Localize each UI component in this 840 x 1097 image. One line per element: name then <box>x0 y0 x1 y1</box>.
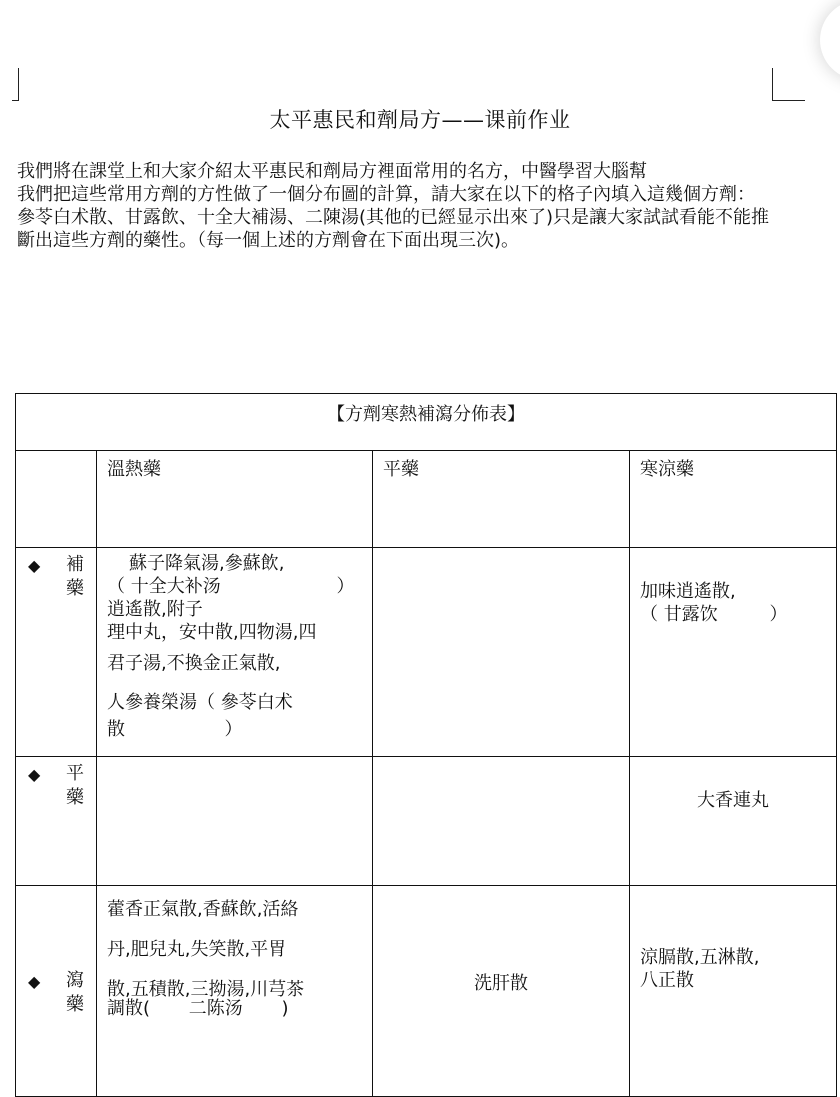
diamond-bullet-icon: ◆ <box>28 765 41 784</box>
header-warm: 溫熱藥 <box>97 451 373 548</box>
cell-flat-neutral <box>373 757 630 886</box>
cell-tonify-neutral <box>373 548 630 757</box>
answer-slot-4: 二陈汤 <box>188 998 243 1019</box>
tonify-warm-text: 人參養榮湯（ <box>107 692 215 713</box>
header-empty <box>16 451 97 548</box>
row-head-purge <box>16 886 97 1097</box>
purge-warm-line-2: 丹,肥兒丸,失笑散,平胃 <box>107 939 287 960</box>
tonify-warm-text-tail: 散 <box>107 719 125 740</box>
paren-close: ) <box>281 998 289 1019</box>
purge-cold-line-1: 涼膈散,五淋散, <box>640 947 760 968</box>
tonify-warm-line-3: 逍遙散,附子 <box>107 599 203 620</box>
distribution-table <box>15 393 837 1097</box>
diamond-bullet-icon: ◆ <box>28 972 41 991</box>
answer-slot-2: 參苓白术 <box>220 692 293 713</box>
tonify-warm-line-7 <box>107 718 362 741</box>
cell-purge-warm <box>97 886 373 1097</box>
intro-paragraph-1: 我們將在課堂上和大家介紹太平惠民和劑局方裡面常用的名方，中醫學習大腦幫 <box>17 161 647 182</box>
diamond-bullet-icon: ◆ <box>28 556 41 575</box>
cell-tonify-cold <box>630 548 837 757</box>
flat-cold-text: 大香連丸 <box>697 790 769 811</box>
paren-open: （ <box>107 576 125 597</box>
table-title: 【方劑寒熱補瀉分佈表】 <box>16 394 837 451</box>
purge-warm-line-3: 散,五積散,三拗湯,川芎茶 <box>107 979 305 1000</box>
cell-purge-neutral <box>373 886 630 1097</box>
purge-neutral-text: 洗肝散 <box>474 973 528 994</box>
row-label-purge: 瀉藥 <box>66 970 84 1015</box>
cell-flat-warm <box>97 757 373 886</box>
row-label-tonify: 補藥 <box>66 554 84 599</box>
tonify-cold-fill-line <box>640 603 826 626</box>
row-label-flat: 平藥 <box>66 763 84 808</box>
cell-flat-cold <box>630 757 837 886</box>
tonify-cold-line-1: 加味逍遙散, <box>640 581 736 602</box>
row-head-tonify <box>16 548 97 757</box>
purge-warm-text: 調散( <box>107 998 151 1019</box>
purge-warm-line-1: 藿香正氣散,香蘇飲,活絡 <box>107 899 299 920</box>
answer-slot-3: 甘露饮 <box>663 604 718 625</box>
purge-warm-fill-line <box>107 1000 362 1018</box>
page-curl-shadow <box>820 0 840 80</box>
page-title: 太平惠民和劑局方——课前作业 <box>269 108 571 132</box>
answer-slot-1: 十全大补汤 <box>130 576 221 597</box>
tonify-warm-line-5: 君子湯,不換金正氣散, <box>107 653 281 674</box>
paren-close: ） <box>336 576 355 597</box>
paren-close: ） <box>769 604 788 625</box>
paren-open: （ <box>640 604 658 625</box>
tonify-warm-fill-line <box>107 575 362 598</box>
purge-cold-line-2: 八正散 <box>640 970 694 991</box>
tonify-warm-line-1: 蘇子降氣湯,參蘇飲, <box>129 553 285 574</box>
cell-purge-cold <box>630 886 837 1097</box>
paren-close: ） <box>224 719 243 740</box>
cell-tonify-warm <box>97 548 373 757</box>
intro-text <box>17 160 772 252</box>
crop-mark-right <box>772 68 805 101</box>
tonify-warm-line-4: 理中丸，安中散,四物湯,四 <box>107 622 317 643</box>
tonify-warm-line-6 <box>107 688 362 718</box>
header-cold: 寒涼藥 <box>630 451 837 548</box>
crop-mark-left <box>12 68 19 101</box>
header-neutral: 平藥 <box>373 451 630 548</box>
intro-paragraph-2: 我們把這些常用方劑的方性做了一個分布圖的計算，請大家在以下的格子內填入這幾個方劑：參苓白术散、甘露飲、十全大補湯、二陳湯(其他的已經显示出來了)只是讓大家試試看能不能推斷出這些方劑的藥性。（每一個上述的方劑會在下面出現三次)。 <box>17 184 770 251</box>
row-head-flat <box>16 757 97 886</box>
